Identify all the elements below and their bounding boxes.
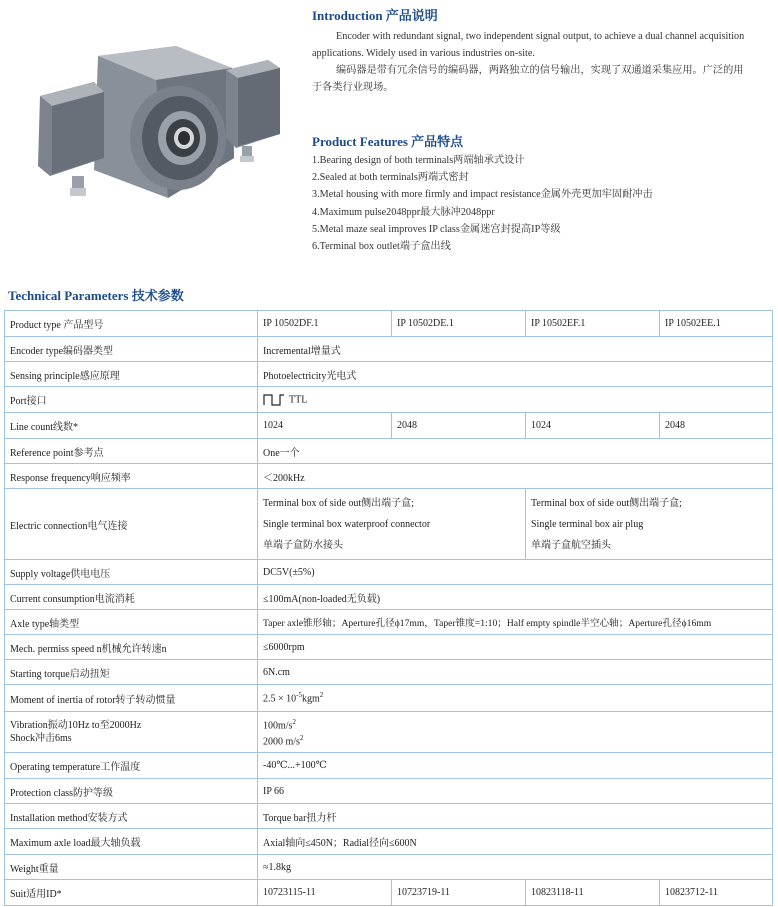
cell-vibration [258, 712, 773, 753]
cell-value: Incremental增量式 [258, 337, 773, 362]
electric-line: 单端子盒航空插头 [531, 539, 611, 551]
port-value: TTL [289, 393, 308, 405]
electric-line: Terminal box of side out侧出端子盒; [531, 497, 682, 509]
electric-line: Terminal box of side out侧出端子盒; [263, 497, 414, 509]
feature-item: 1.Bearing design of both terminals两端轴承式设计 [312, 155, 525, 166]
electric-line: 单端子盒防水接头 [263, 539, 343, 551]
cell-value: 10723115-11 [258, 880, 392, 906]
table-row-electric [5, 489, 773, 560]
row-label: Protection class防护等级 [5, 779, 258, 804]
row-label: Starting torque启动扭矩 [5, 660, 258, 685]
electric-line: Single terminal box air plug [531, 518, 644, 530]
row-label: Maximum axle load最大轴负载 [5, 829, 258, 855]
row-label-vibration [5, 712, 258, 753]
cell-value: 10723719-11 [392, 880, 526, 906]
vibration-value-row [263, 716, 767, 732]
cell-value: IP 10502EF.1 [526, 311, 660, 337]
features-title: Product Features 产品特点 [312, 134, 464, 149]
inertia-unit: kgm [301, 693, 320, 705]
table-row-suit [5, 880, 773, 906]
introduction-title: Introduction 产品说明 [312, 8, 438, 23]
row-label: Product type 产品型号 [5, 311, 258, 337]
cell-value: IP 10502EE.1 [660, 311, 773, 337]
table-row-sensing [5, 362, 773, 387]
cell-value: ≤6000rpm [258, 635, 773, 660]
vibration-value: 100m/s [263, 720, 293, 731]
inertia-unit-exponent: 2 [319, 691, 324, 700]
table-row-axle-type [5, 610, 773, 635]
cell-value: 2048 [660, 413, 773, 439]
row-label: Installation method安装方式 [5, 804, 258, 829]
cell-value: Taper axle锥形轴；Aperture孔径ϕ17mm，Taper锥度=1:10；Half empty spindle半空心轴；Aperture孔径ϕ16mm [258, 610, 773, 635]
row-label: Line count线数* [5, 413, 258, 439]
row-label: Moment of inertia of rotor转子转动惯量 [5, 685, 258, 712]
row-label: Supply voltage供电电压 [5, 560, 258, 585]
cell-value: 1024 [526, 413, 660, 439]
vibration-label: Vibration振动10Hz to至2000Hz [10, 720, 142, 731]
introduction-en: Encoder with redundant signal, two independent signal output, to achieve a dual channel acquisition applications. Widely used in various industries on-site. [312, 31, 745, 59]
inertia-main: 2.5 × 10 [263, 693, 297, 705]
technical-parameters-table [4, 310, 773, 906]
table-row-weight [5, 855, 773, 880]
cell-port [258, 387, 773, 413]
cell-value: Torque bar扭力杆 [258, 804, 773, 829]
cell-value: 10823712-11 [660, 880, 773, 906]
table-row-product-type [5, 311, 773, 337]
table-row-axle-load [5, 829, 773, 855]
cell-value: 2048 [392, 413, 526, 439]
table-row-line-count [5, 413, 773, 439]
shock-exponent: 2 [299, 734, 304, 742]
cell-value: 6N.cm [258, 660, 773, 685]
row-label: Sensing principle感应原理 [5, 362, 258, 387]
cell-value: 1024 [258, 413, 392, 439]
table-row-encoder-type [5, 337, 773, 362]
cell-value: ≤100mA(non-loaded无负载) [258, 585, 773, 610]
encoder-product-image [28, 38, 290, 224]
cell-value: One一个 [258, 439, 773, 464]
cell-value: Axial轴向≤450N；Radial径向≤600N [258, 829, 773, 855]
row-label: Electric connection电气连接 [5, 489, 258, 560]
cell-value: 10823118-11 [526, 880, 660, 906]
row-label: Current consumption电流消耗 [5, 585, 258, 610]
square-wave-icon [263, 394, 285, 406]
row-label: Operating temperature工作温度 [5, 753, 258, 779]
row-label: Mech. permiss speed n机械允许转速n [5, 635, 258, 660]
table-row-speed [5, 635, 773, 660]
introduction-cn: 编码器是带有冗余信号的编码器，两路独立的信号输出，实现了双通道采集应用。广泛的用于各类行业现场。 [312, 65, 744, 93]
row-label: Suit适用ID* [5, 880, 258, 906]
row-label: Reference point参考点 [5, 439, 258, 464]
table-row-installation [5, 804, 773, 829]
cell-value: IP 66 [258, 779, 773, 804]
vibration-exponent: 2 [292, 717, 296, 726]
inertia-exponent: -5 [296, 691, 302, 700]
feature-item: 6.Terminal box outlet端子盒出线 [312, 241, 451, 253]
table-row-inertia [5, 685, 773, 712]
electric-line: Single terminal box waterproof connector [263, 518, 431, 530]
cell-inertia [258, 685, 773, 712]
table-row-torque [5, 660, 773, 685]
cell-value: IP 10502DE.1 [392, 311, 526, 337]
feature-item: 2.Sealed at both terminals两端式密封 [312, 172, 469, 184]
table-row-current [5, 585, 773, 610]
features-list [312, 152, 653, 255]
introduction-text [312, 28, 752, 96]
row-label: Axle type轴类型 [5, 610, 258, 635]
cell-value: DC5V(±5%) [258, 560, 773, 585]
cell-electric-right [526, 489, 773, 560]
cell-value: -40℃...+100℃ [258, 753, 773, 779]
table-row-supply [5, 560, 773, 585]
row-label: Encoder type编码器类型 [5, 337, 258, 362]
cell-value: ＜200kHz [258, 464, 773, 489]
row-label: Weight重量 [5, 855, 258, 880]
shock-value: 2000 m/s [263, 736, 300, 748]
table-row-response [5, 464, 773, 489]
row-label: Port接口 [5, 387, 258, 413]
feature-item: 4.Maximum pulse2048ppr最大脉冲2048ppr [312, 206, 495, 218]
cell-electric-left [258, 489, 526, 560]
row-label: Response frequency响应频率 [5, 464, 258, 489]
feature-item: 5.Metal maze seal improves IP class金属迷宫封提高IP等级 [312, 223, 561, 235]
cell-value: Photoelectricity光电式 [258, 362, 773, 387]
table-row-protection [5, 779, 773, 804]
table-row-temperature [5, 753, 773, 779]
technical-parameters-title: Technical Parameters 技术参数 [8, 288, 184, 303]
table-row-reference [5, 439, 773, 464]
table-row-vibration [5, 712, 773, 753]
shock-value-row [263, 732, 767, 748]
feature-item: 3.Metal housing with more firmly and impact resistance金属外壳更加牢固耐冲击 [312, 189, 653, 201]
cell-value: IP 10502DF.1 [258, 311, 392, 337]
table-row-port [5, 387, 773, 413]
cell-value: ≈1.8kg [258, 855, 773, 880]
shock-label: Shock冲击6ms [10, 733, 72, 744]
